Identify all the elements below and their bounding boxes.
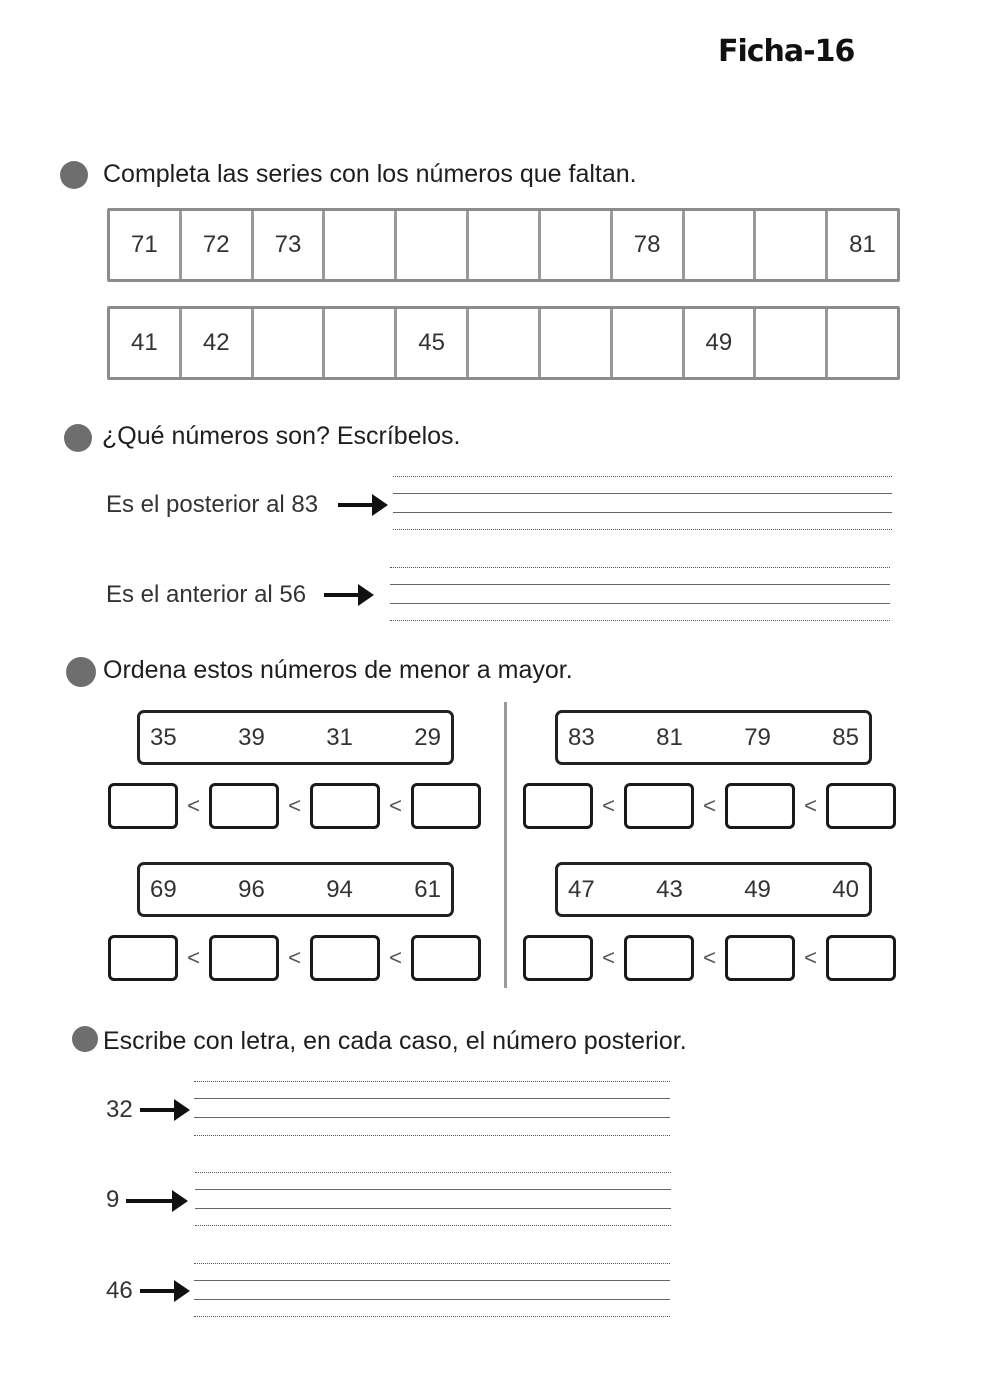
right-arrow-icon	[324, 584, 374, 606]
series-cell[interactable]: 71	[110, 211, 182, 279]
less-than-sign: <	[288, 945, 301, 970]
answer-writing-lines[interactable]	[194, 1263, 670, 1317]
less-than-sign: <	[389, 945, 402, 970]
less-than-sign: <	[804, 945, 817, 970]
number: 39	[238, 723, 265, 751]
section1-bullet-icon	[60, 161, 88, 189]
number-label: 32	[106, 1096, 133, 1123]
series-cell[interactable]: 78	[613, 211, 685, 279]
answer-writing-lines[interactable]	[195, 1172, 671, 1226]
answer-box[interactable]	[108, 935, 178, 981]
posterior-label: Es el posterior al 83	[106, 491, 319, 518]
answer-box[interactable]	[209, 783, 279, 829]
answer-box[interactable]	[310, 783, 380, 829]
series-cell[interactable]: 45	[397, 309, 469, 377]
series-cell[interactable]: 41	[110, 309, 182, 377]
number: 47	[568, 875, 595, 903]
answer-box[interactable]	[624, 935, 694, 981]
number: 31	[326, 723, 353, 751]
series-cell[interactable]: 42	[182, 309, 254, 377]
number: 94	[326, 875, 353, 903]
column-divider	[504, 702, 507, 988]
number: 69	[150, 875, 177, 903]
series-cell[interactable]	[397, 211, 469, 279]
series-cell[interactable]	[828, 309, 897, 377]
number: 85	[832, 723, 859, 751]
right-arrow-icon	[126, 1190, 188, 1212]
section2-heading: ¿Qué números son? Escríbelos.	[102, 422, 461, 450]
less-than-sign: <	[703, 793, 716, 818]
order-answer-row	[108, 783, 481, 829]
number-set-box	[555, 710, 872, 765]
answer-box[interactable]	[725, 783, 795, 829]
less-than-sign: <	[602, 945, 615, 970]
series-cell[interactable]	[254, 309, 326, 377]
number-set-box	[137, 710, 454, 765]
series-cell[interactable]: 72	[182, 211, 254, 279]
section4-bullet-icon	[72, 1026, 98, 1052]
answer-writing-lines[interactable]	[194, 1081, 670, 1136]
series-cell[interactable]: 49	[685, 309, 757, 377]
answer-box[interactable]	[826, 935, 896, 981]
anterior-label: Es el anterior al 56	[106, 581, 307, 608]
series-cell[interactable]	[756, 309, 828, 377]
less-than-sign: <	[703, 945, 716, 970]
series-cell[interactable]	[756, 211, 828, 279]
right-arrow-icon	[140, 1280, 190, 1302]
series-cell[interactable]	[541, 309, 613, 377]
order-answer-row	[108, 935, 481, 981]
number: 43	[656, 875, 683, 903]
series-cell[interactable]	[469, 309, 541, 377]
series-cell[interactable]	[325, 211, 397, 279]
answer-box[interactable]	[209, 935, 279, 981]
answer-writing-lines[interactable]	[393, 476, 892, 530]
order-answer-row	[523, 783, 896, 829]
less-than-sign: <	[288, 793, 301, 818]
number: 40	[832, 875, 859, 903]
less-than-sign: <	[804, 793, 817, 818]
series-cell[interactable]	[613, 309, 685, 377]
number: 49	[744, 875, 771, 903]
number: 81	[656, 723, 683, 751]
series-cell[interactable]: 73	[254, 211, 326, 279]
section4-heading: Escribe con letra, en cada caso, el número posterior.	[103, 1027, 687, 1055]
order-answer-row	[523, 935, 896, 981]
number: 35	[150, 723, 177, 751]
number: 79	[744, 723, 771, 751]
answer-box[interactable]	[310, 935, 380, 981]
page-title: Ficha-16	[718, 34, 855, 69]
series-cell[interactable]: 81	[849, 231, 876, 258]
answer-box[interactable]	[411, 783, 481, 829]
number-set-box	[555, 862, 872, 917]
answer-writing-lines[interactable]	[390, 567, 890, 621]
number: 61	[414, 875, 441, 903]
answer-box[interactable]	[826, 783, 896, 829]
less-than-sign: <	[187, 945, 200, 970]
answer-box[interactable]	[725, 935, 795, 981]
number-label: 46	[106, 1277, 133, 1304]
section2-bullet-icon	[64, 424, 92, 452]
series-row-2	[107, 306, 900, 380]
less-than-sign: <	[389, 793, 402, 818]
series-cell[interactable]	[325, 309, 397, 377]
number: 83	[568, 723, 595, 751]
number: 96	[238, 875, 265, 903]
series-cell[interactable]	[685, 211, 757, 279]
series-row-1	[107, 208, 900, 282]
number-set-box	[137, 862, 454, 917]
right-arrow-icon	[338, 494, 388, 516]
answer-box[interactable]	[411, 935, 481, 981]
less-than-sign: <	[602, 793, 615, 818]
section1-heading: Completa las series con los números que faltan.	[103, 160, 637, 188]
series-cell[interactable]	[469, 211, 541, 279]
series-cell[interactable]	[541, 211, 613, 279]
answer-box[interactable]	[624, 783, 694, 829]
less-than-sign: <	[187, 793, 200, 818]
answer-box[interactable]	[523, 935, 593, 981]
section3-bullet-icon	[66, 657, 96, 687]
answer-box[interactable]	[523, 783, 593, 829]
answer-box[interactable]	[108, 783, 178, 829]
number-label: 9	[106, 1186, 120, 1213]
section3-heading: Ordena estos números de menor a mayor.	[103, 656, 573, 684]
right-arrow-icon	[140, 1099, 190, 1121]
number: 29	[414, 723, 441, 751]
